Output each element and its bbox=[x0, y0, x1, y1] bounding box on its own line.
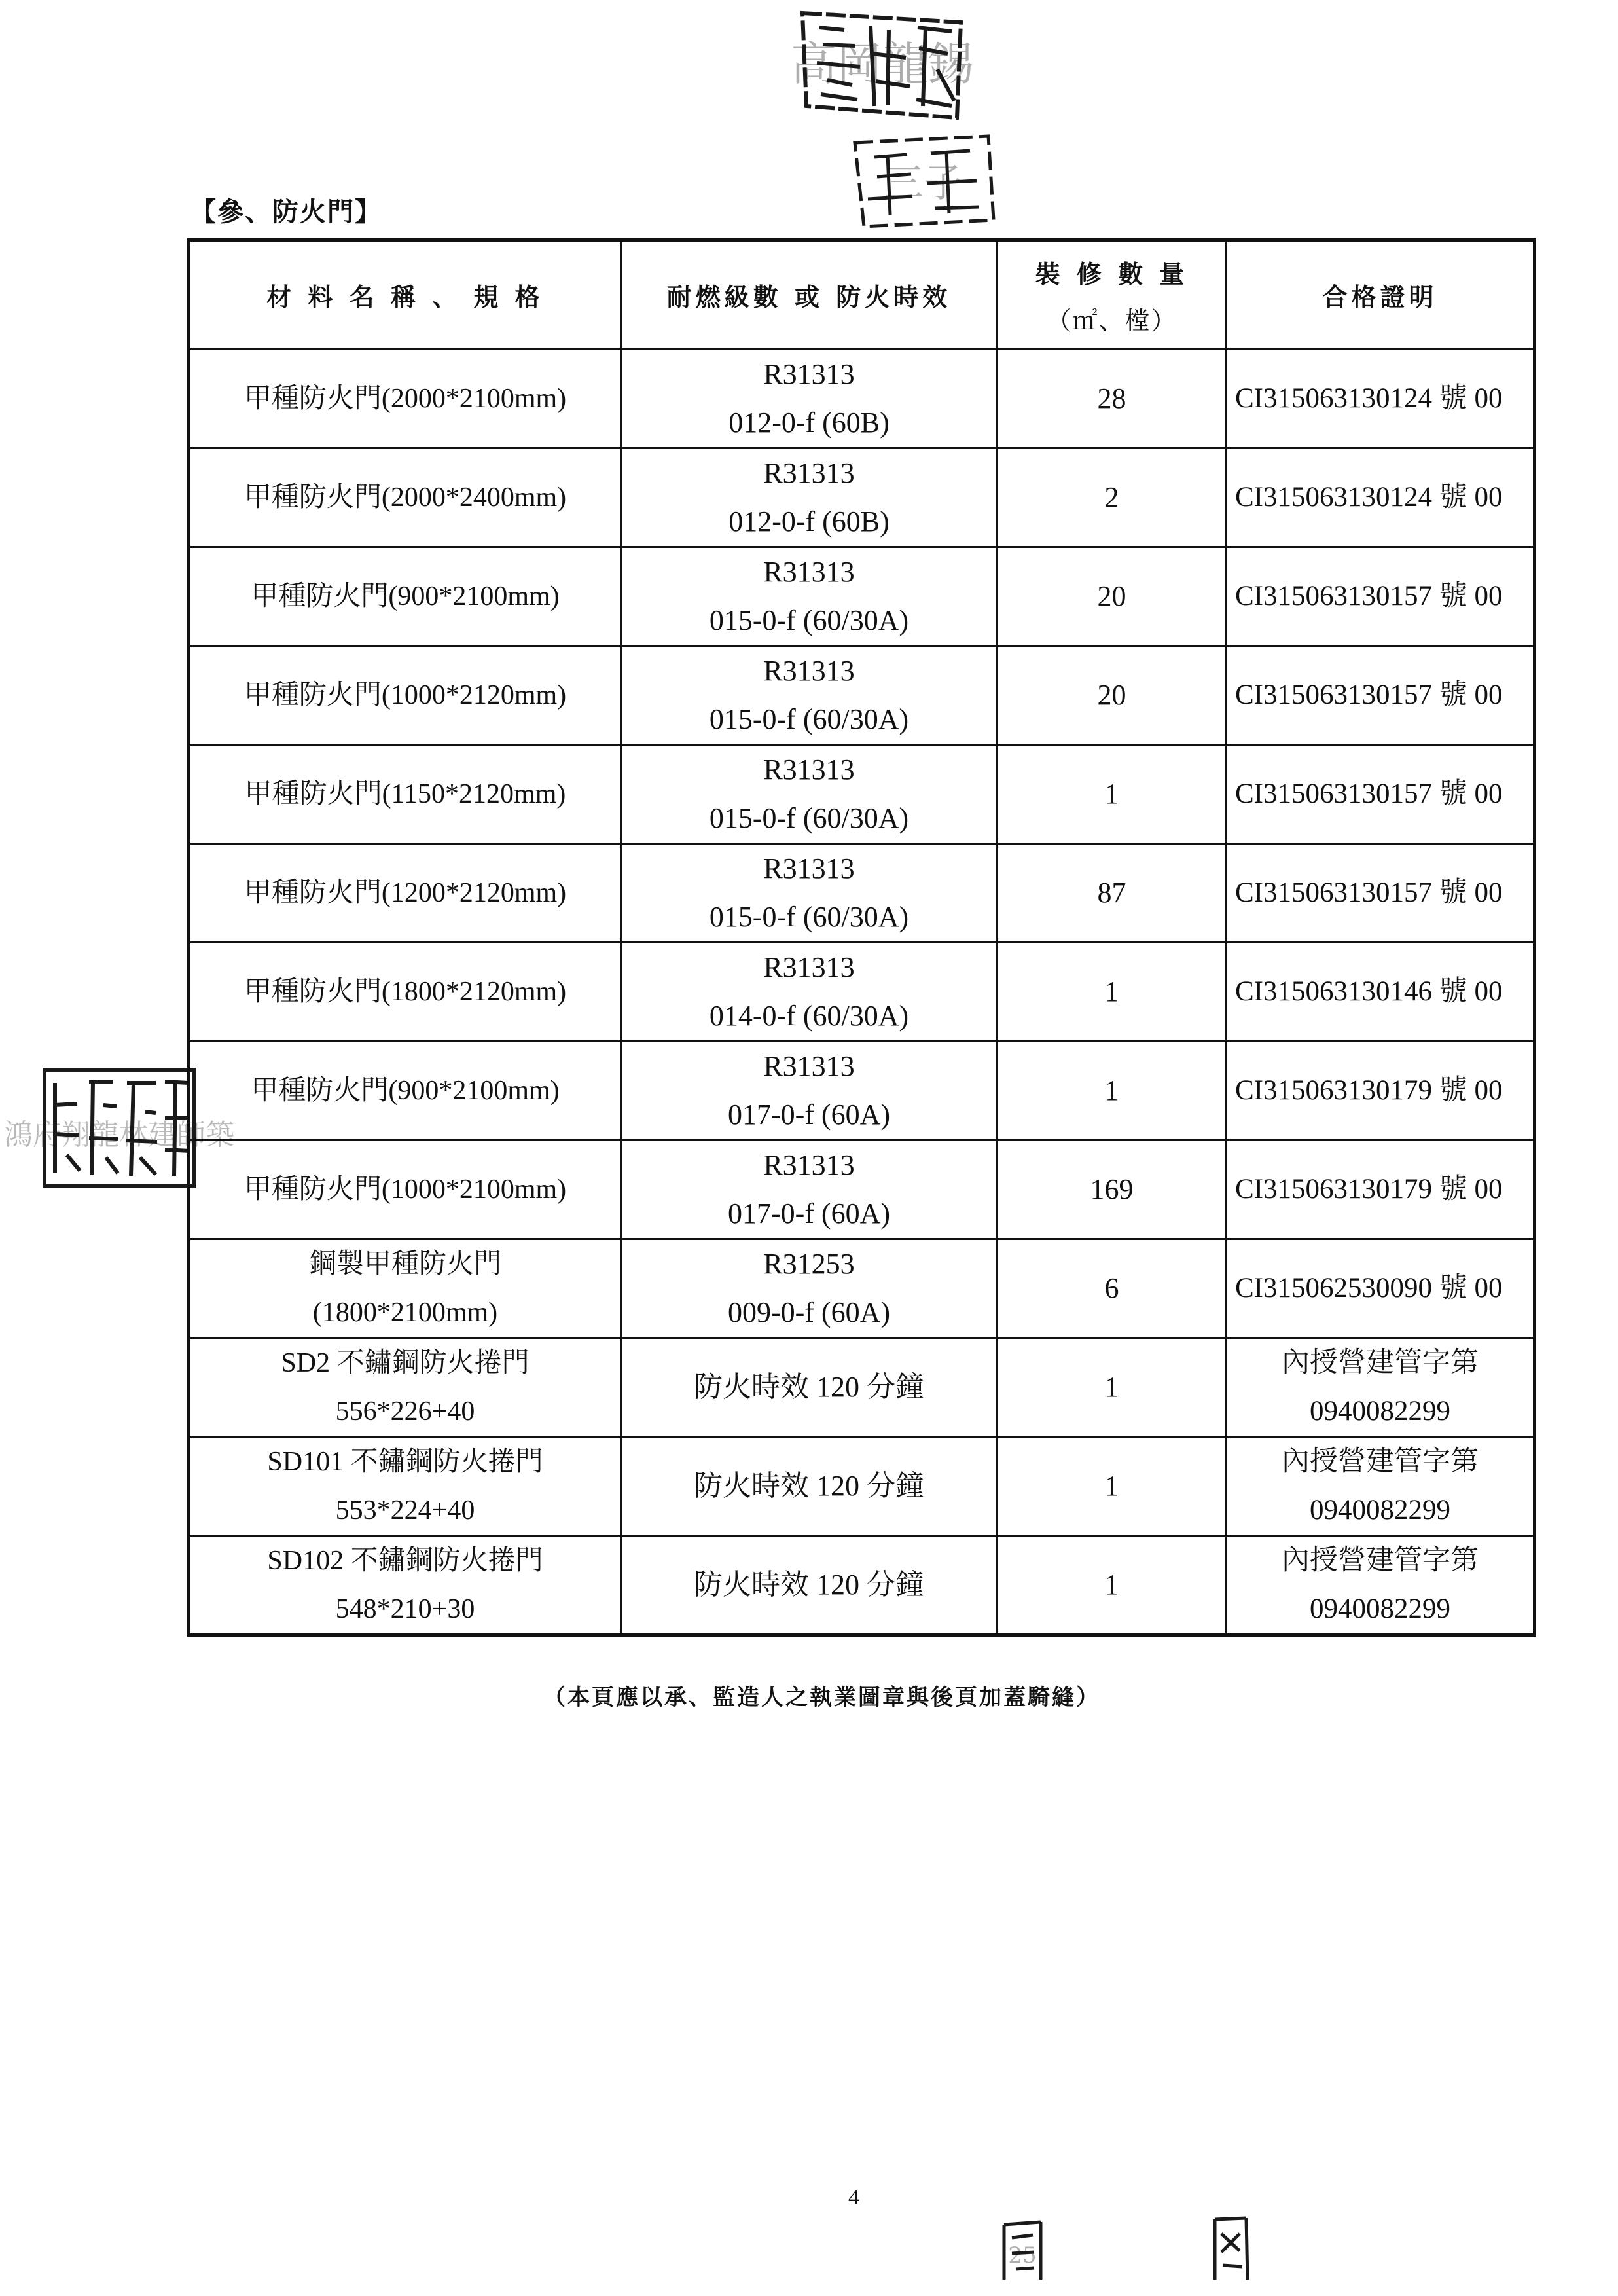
certificate-cell-line: 0940082299 bbox=[1310, 1495, 1450, 1525]
fire-rating-cell bbox=[621, 1239, 998, 1338]
material-cell-line: 鋼製甲種防火門 bbox=[308, 1249, 501, 1279]
material-cell bbox=[189, 646, 621, 745]
fire-door-table bbox=[187, 238, 1536, 1637]
certificate-cell-line: CI315063130124 號 00 bbox=[1235, 383, 1503, 414]
fire-rating-cell-line: 防火時效 120 分鐘 bbox=[694, 1470, 924, 1502]
table-row bbox=[189, 1042, 1535, 1140]
material-cell-line: 甲種防火門(1800*2120mm) bbox=[243, 977, 567, 1007]
quantity-cell: 1 bbox=[998, 1536, 1227, 1635]
table-row bbox=[189, 1338, 1535, 1437]
header-certificate: 合格證明 bbox=[1227, 240, 1535, 350]
certificate-cell-line: 0940082299 bbox=[1310, 1594, 1450, 1624]
fire-rating-cell bbox=[621, 1338, 998, 1437]
certificate-cell bbox=[1227, 547, 1535, 646]
fire-rating-cell bbox=[621, 943, 998, 1042]
material-cell bbox=[189, 1437, 621, 1536]
quantity-cell: 28 bbox=[998, 350, 1227, 448]
seal-text: 高岡龍錫 bbox=[791, 37, 974, 91]
material-cell bbox=[189, 547, 621, 646]
table-row bbox=[189, 1536, 1535, 1635]
material-cell-line: 556*226+40 bbox=[335, 1396, 475, 1427]
certificate-cell bbox=[1227, 1140, 1535, 1239]
fire-rating-cell-line: R31313 bbox=[763, 457, 855, 489]
quantity-cell: 1 bbox=[998, 943, 1227, 1042]
table-row bbox=[189, 350, 1535, 448]
material-cell-line: SD101 不鏽鋼防火捲門 bbox=[267, 1447, 543, 1477]
fire-rating-cell-line: 防火時效 120 分鐘 bbox=[694, 1371, 924, 1403]
quantity-cell: 6 bbox=[998, 1239, 1227, 1338]
seal-text-bottom: 25 bbox=[1008, 2242, 1037, 2269]
material-cell bbox=[189, 1140, 621, 1239]
fire-rating-cell bbox=[621, 646, 998, 745]
material-cell-line: 甲種防火門(900*2100mm) bbox=[251, 581, 560, 611]
fire-rating-cell-line: 009-0-f (60A) bbox=[727, 1296, 891, 1328]
certificate-cell-line: CI315063130124 號 00 bbox=[1235, 482, 1503, 513]
material-cell bbox=[189, 943, 621, 1042]
table-row bbox=[189, 547, 1535, 646]
material-cell-line: 553*224+40 bbox=[335, 1495, 475, 1525]
material-cell-line: SD102 不鏽鋼防火捲門 bbox=[267, 1546, 543, 1576]
material-cell-line: 甲種防火門(2000*2100mm) bbox=[243, 384, 567, 414]
fire-rating-cell-line: 防火時效 120 分鐘 bbox=[694, 1569, 924, 1601]
fire-rating-cell bbox=[621, 448, 998, 547]
certificate-cell-line: 內授營建管字第 bbox=[1282, 1446, 1479, 1477]
header-material: 材 料 名 稱 、 規 格 bbox=[189, 240, 621, 350]
material-cell-line: 甲種防火門(900*2100mm) bbox=[251, 1076, 560, 1106]
seal-stamp-left bbox=[4, 1066, 234, 1190]
certificate-cell bbox=[1227, 350, 1535, 448]
certificate-cell bbox=[1227, 943, 1535, 1042]
seal-stamp-top-secondary bbox=[848, 131, 999, 229]
table-row bbox=[189, 1140, 1535, 1239]
certificate-cell bbox=[1227, 1437, 1535, 1536]
certificate-cell bbox=[1227, 1239, 1535, 1338]
header-quantity-label: 裝 修 數 量 bbox=[1035, 259, 1189, 289]
certificate-cell-line: CI315063130179 號 00 bbox=[1235, 1075, 1503, 1106]
fire-rating-cell bbox=[621, 1437, 998, 1536]
page-number: 4 bbox=[848, 2185, 859, 2210]
material-cell bbox=[189, 448, 621, 547]
quantity-cell: 2 bbox=[998, 448, 1227, 547]
fire-rating-cell bbox=[621, 547, 998, 646]
fire-rating-cell bbox=[621, 350, 998, 448]
certificate-cell-line: CI315063130157 號 00 bbox=[1235, 680, 1503, 710]
material-cell-line: 548*210+30 bbox=[335, 1594, 475, 1624]
fire-rating-cell-line: R31253 bbox=[763, 1248, 855, 1280]
material-cell bbox=[189, 745, 621, 844]
quantity-cell: 20 bbox=[998, 547, 1227, 646]
material-cell-line: (1800*2100mm) bbox=[312, 1298, 498, 1328]
fire-rating-cell bbox=[621, 1536, 998, 1635]
fire-rating-cell-line: 015-0-f (60/30A) bbox=[709, 901, 909, 933]
seal-stamp-bottom bbox=[1001, 2212, 1250, 2284]
table-row bbox=[189, 745, 1535, 844]
certificate-cell-line: CI315063130157 號 00 bbox=[1235, 778, 1503, 809]
quantity-cell: 1 bbox=[998, 1338, 1227, 1437]
header-fire-rating: 耐燃級數 或 防火時效 bbox=[621, 240, 998, 350]
fire-rating-cell-line: 012-0-f (60B) bbox=[728, 407, 890, 439]
material-cell bbox=[189, 350, 621, 448]
fire-rating-cell-line: R31313 bbox=[763, 556, 855, 588]
fire-rating-cell-line: 017-0-f (60A) bbox=[727, 1099, 891, 1131]
fire-rating-cell-line: 014-0-f (60/30A) bbox=[709, 1000, 909, 1032]
certificate-cell-line: CI315063130157 號 00 bbox=[1235, 877, 1503, 908]
fire-rating-cell-line: R31313 bbox=[763, 1050, 855, 1082]
fire-rating-cell bbox=[621, 1140, 998, 1239]
quantity-cell: 169 bbox=[998, 1140, 1227, 1239]
material-cell-line: 甲種防火門(1000*2100mm) bbox=[243, 1175, 567, 1205]
certificate-cell bbox=[1227, 844, 1535, 943]
fire-rating-cell-line: R31313 bbox=[763, 1149, 855, 1181]
certificate-cell-line: CI315063130157 號 00 bbox=[1235, 581, 1503, 611]
certificate-cell bbox=[1227, 1338, 1535, 1437]
fire-rating-cell-line: R31313 bbox=[763, 754, 855, 786]
quantity-cell: 20 bbox=[998, 646, 1227, 745]
table-row bbox=[189, 943, 1535, 1042]
quantity-cell: 1 bbox=[998, 1042, 1227, 1140]
certificate-cell-line: CI315063130179 號 00 bbox=[1235, 1174, 1503, 1205]
certificate-cell bbox=[1227, 1536, 1535, 1635]
fire-rating-cell-line: R31313 bbox=[763, 852, 855, 884]
seal-text-secondary: 三子 bbox=[884, 160, 963, 206]
certificate-cell bbox=[1227, 448, 1535, 547]
certificate-cell-line: CI315062530090 號 00 bbox=[1235, 1273, 1503, 1303]
section-title: 【參、防火門】 bbox=[190, 196, 382, 227]
material-cell bbox=[189, 1239, 621, 1338]
table-row bbox=[189, 646, 1535, 745]
header-quantity bbox=[998, 240, 1227, 350]
fire-rating-cell-line: R31313 bbox=[763, 951, 855, 983]
material-cell-line: 甲種防火門(1200*2120mm) bbox=[243, 878, 567, 908]
quantity-cell: 87 bbox=[998, 844, 1227, 943]
certificate-cell bbox=[1227, 745, 1535, 844]
material-cell bbox=[189, 1042, 621, 1140]
material-cell-line: SD2 不鏽鋼防火捲門 bbox=[281, 1348, 530, 1378]
material-cell bbox=[189, 1536, 621, 1635]
material-cell bbox=[189, 844, 621, 943]
material-cell-line: 甲種防火門(2000*2400mm) bbox=[243, 483, 567, 513]
table-row bbox=[189, 1437, 1535, 1536]
header-quantity-unit: （㎡、樘） bbox=[1046, 306, 1178, 335]
fire-rating-cell-line: 015-0-f (60/30A) bbox=[709, 604, 909, 636]
footnote: （本頁應以承、監造人之執業圖章與後頁加蓋騎縫） bbox=[543, 1685, 1100, 1711]
fire-rating-cell-line: 017-0-f (60A) bbox=[727, 1197, 891, 1230]
fire-rating-cell-line: 015-0-f (60/30A) bbox=[709, 802, 909, 834]
certificate-cell bbox=[1227, 646, 1535, 745]
material-cell-line: 甲種防火門(1000*2120mm) bbox=[243, 680, 567, 710]
table-row bbox=[189, 844, 1535, 943]
material-cell bbox=[189, 1338, 621, 1437]
certificate-cell-line: 0940082299 bbox=[1310, 1396, 1450, 1427]
fire-rating-cell-line: R31313 bbox=[763, 358, 855, 390]
table-row bbox=[189, 1239, 1535, 1338]
certificate-cell-line: 內授營建管字第 bbox=[1282, 1347, 1479, 1378]
certificate-cell-line: 內授營建管字第 bbox=[1282, 1545, 1479, 1576]
table-header-row bbox=[189, 240, 1535, 350]
fire-rating-cell-line: 012-0-f (60B) bbox=[728, 505, 890, 538]
fire-rating-cell bbox=[621, 1042, 998, 1140]
fire-rating-cell bbox=[621, 844, 998, 943]
certificate-cell bbox=[1227, 1042, 1535, 1140]
material-cell-line: 甲種防火門(1150*2120mm) bbox=[244, 779, 566, 809]
fire-rating-cell-line: 015-0-f (60/30A) bbox=[709, 703, 909, 735]
quantity-cell: 1 bbox=[998, 1437, 1227, 1536]
seal-stamp-top bbox=[791, 8, 974, 122]
seal-text-left: 鴻府翔龍林建師築 bbox=[4, 1118, 234, 1152]
certificate-cell-line: CI315063130146 號 00 bbox=[1235, 976, 1503, 1007]
quantity-cell: 1 bbox=[998, 745, 1227, 844]
fire-rating-cell bbox=[621, 745, 998, 844]
table-row bbox=[189, 448, 1535, 547]
fire-rating-cell-line: R31313 bbox=[763, 655, 855, 687]
